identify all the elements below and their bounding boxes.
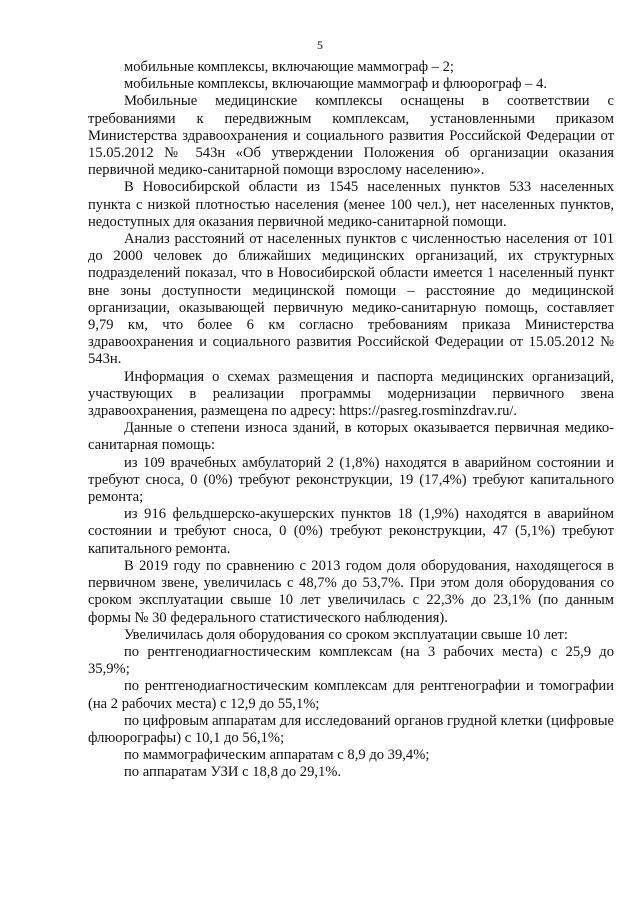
paragraph-building-wear-intro: Данные о степени износа зданий, в которых оказывается первичная медико-санитарная помощь:	[88, 420, 614, 454]
paragraph-mammographs: по маммографическим аппаратам с 8,9 до 39,4%;	[124, 747, 430, 764]
paragraph-feldsher-points: из 916 фельдшерско-акушерских пунктов 18 (1,9%) находятся в аварийном состоянии и требуют сноса, 0 (0%) требуют реконструкции, 47 (5,1%) требуют капитального ремонта.	[88, 506, 614, 557]
paragraph-equipment-increase-intro: Увеличилась доля оборудования со сроком эксплуатации свыше 10 лет:	[124, 626, 568, 643]
paragraph-mobile-complexes-requirements: Мобильные медицинские комплексы оснащены в соответствии с требованиями к передвижным комплексам, установленными приказом Министерства здравоохранения и социального развития Российской Федерации от 15.05.2012 № 543н «Об утверждении Положения об организации оказания первичной медико-санитарной помощи взрослому населению».	[88, 93, 614, 179]
paragraph-ultrasound: по аппаратам УЗИ с 18,8 до 29,1%.	[124, 764, 342, 781]
paragraph-settlements: В Новосибирской области из 1545 населенных пунктов 533 населенных пункта с низкой плотностью населения (менее 100 чел.), нет населенных пунктов, недоступных для оказания первичной медико-санитарной помощи.	[88, 179, 614, 230]
paragraph-mobile-mammograph-fluorograph: мобильные комплексы, включающие маммограф и флюорограф – 4.	[124, 76, 548, 93]
paragraph-mobile-mammograph: мобильные комплексы, включающие маммограф – 2;	[124, 59, 454, 75]
paragraph-ambulatories: из 109 врачебных амбулаторий 2 (1,8%) находятся в аварийном состоянии и требуют сноса, 0 (0%) требуют реконструкции, 19 (17,4%) требуют капитального ремонта;	[88, 454, 614, 506]
paragraph-digital-fluorographs: по цифровым аппаратам для исследований органов грудной клетки (цифровые флюорографы) с 10,1 до 56,1%;	[88, 712, 614, 746]
document-body	[88, 59, 614, 782]
page-number: 5	[317, 38, 323, 52]
paragraph-distance-analysis: Анализ расстояний от населенных пунктов с численностью населения от 101 до 2000 человек до ближайших медицинских организаций, их структурных подразделений показал, что в Новосибирской области имеется 1 населенный пункт вне зоны доступности медицинской помощи – расстояние до медицинской организации, оказывающей первичную медико-санитарную помощь, составляет 9,79 км, что более 6 км согласно требованиям приказа Министерства здравоохранения и социального развития Российской Федерации от 15.05.2012 № 543н.	[88, 231, 614, 368]
paragraph-equipment-share: В 2019 году по сравнению с 2013 годом доля оборудования, находящегося в первичном звене, увеличилась с 48,7% до 53,7%. При этом доля оборудования со сроком эксплуатации свыше 10 лет увеличилась с 22,3% до 23,1% (по данным формы № 30 федерального статистического наблюдения).	[88, 557, 614, 626]
paragraph-passport-info: Информация о схемах размещения и паспорта медицинских организаций, участвующих в реализации программы модернизации первичного звена здравоохранения, размещена по адресу: https://pasreg.rosminzdrav.ru/.	[88, 368, 614, 420]
paragraph-xray-3-places: по рентгенодиагностическим комплексам (на 3 рабочих места) с 25,9 до 35,9%;	[88, 643, 614, 678]
paragraph-xray-tomography: по рентгенодиагностическим комплексам для рентгенографии и томографии (на 2 рабочих места) с 12,9 до 55,1%;	[88, 678, 614, 712]
